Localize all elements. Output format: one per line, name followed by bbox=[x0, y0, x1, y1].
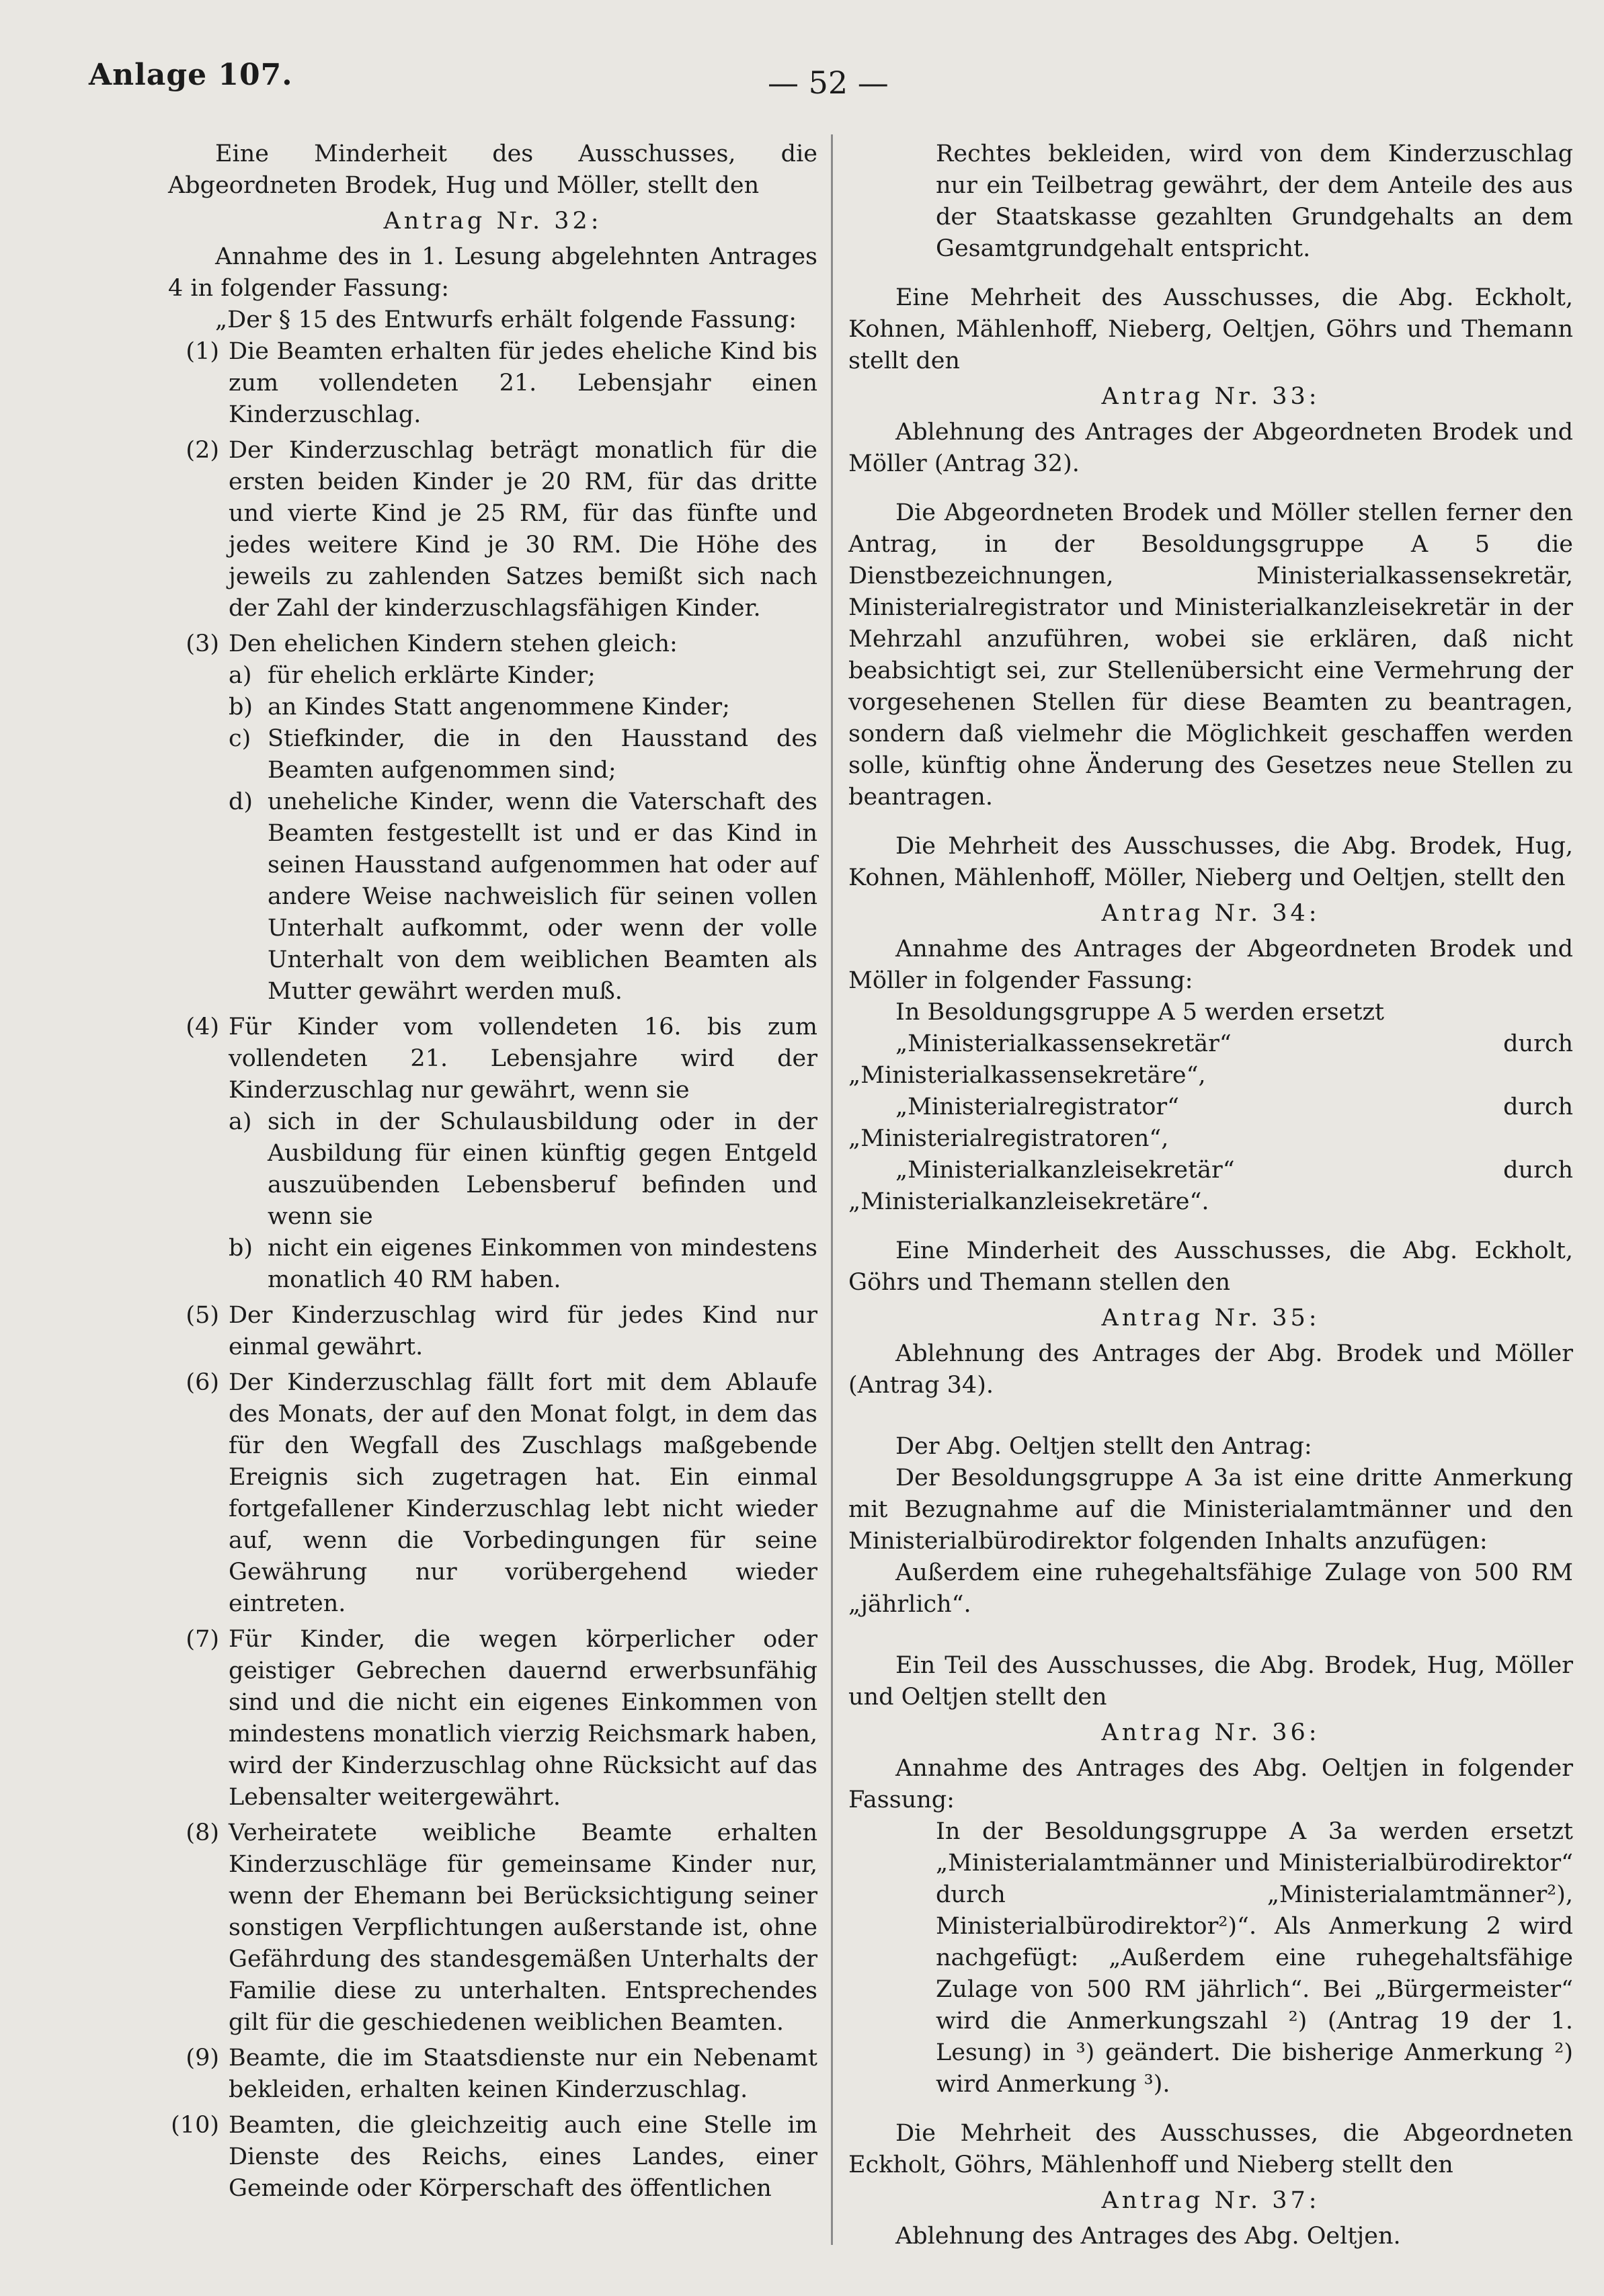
item-text: Beamten, die gleichzeitig auch eine Stelle im Dienste des Reichs, eines Landes, einer Gemeinde oder Körperschaft des öffentlichen bbox=[229, 2112, 817, 2202]
motion-heading: Antrag Nr. 35: bbox=[1101, 1305, 1320, 1331]
paragraph: Ablehnung des Antrages der Abgeordneten Brodek und Möller (Antrag 32). bbox=[848, 419, 1573, 477]
sub-text: nicht ein eigenes Einkommen von mindestens monatlich 40 RM haben. bbox=[268, 1235, 817, 1293]
sub-text: sich in der Schulausbildung oder in der Ausbildung für einen künftig gegen Entgeld auszuübenden Lebensberuf befinden und wenn sie bbox=[268, 1108, 817, 1230]
sub-label: a) bbox=[229, 662, 252, 689]
paragraph: „Ministerialkassensekretär“ durch „Ministerialkassensekretäre“, bbox=[848, 1030, 1573, 1089]
motion-heading: Antrag Nr. 32: bbox=[383, 208, 602, 235]
item-text: Die Beamten erhalten für jedes eheliche Kind bis zum vollendeten 21. Lebensjahr einen Kinderzuschlag. bbox=[229, 338, 817, 428]
sub-text: uneheliche Kinder, wenn die Vaterschaft des Beamten festgestellt ist und er das Kind in seinen Hausstand aufgenommen hat oder auf andere Weise nachweislich für seinen vollen Unterhalt aufkommt, oder wenn der volle Unterhalt von dem weiblichen Beamten als Mutter gewährt werden muß. bbox=[268, 788, 817, 1005]
list-item bbox=[168, 628, 817, 1008]
item-text: Beamte, die im Staatsdienste nur ein Nebenamt bekleiden, erhalten keinen Kinderzuschlag. bbox=[229, 2045, 817, 2103]
sub-label: b) bbox=[229, 1235, 253, 1262]
paragraph: Ablehnung des Antrages der Abg. Brodek und Möller (Antrag 34). bbox=[848, 1340, 1573, 1399]
list-item bbox=[168, 435, 817, 624]
list-item bbox=[168, 336, 817, 431]
sub-item bbox=[229, 660, 817, 692]
page-number: — 52 — bbox=[768, 65, 889, 101]
paragraph: In Besoldungsgruppe A 5 werden ersetzt bbox=[895, 999, 1385, 1026]
list-item bbox=[168, 1624, 817, 1813]
paragraph: Annahme des Antrages des Abg. Oeltjen in folgender Fassung: bbox=[848, 1755, 1573, 1813]
item-number: (10) bbox=[171, 2112, 219, 2139]
paragraph: Außerdem eine ruhegehaltsfähige Zulage von 500 RM „jährlich“. bbox=[848, 1559, 1573, 1618]
paragraph: Der Besoldungsgruppe A 3a ist eine dritte Anmerkung mit Bezugnahme auf die Ministerialamtmänner und den Ministerialbürodirektor folgenden Inhalts anzufügen: bbox=[848, 1465, 1573, 1555]
list-item bbox=[168, 1300, 817, 1363]
list-item bbox=[168, 2110, 817, 2205]
motion-heading: Antrag Nr. 34: bbox=[1101, 900, 1320, 927]
item-text: Der Kinderzuschlag beträgt monatlich für die ersten beiden Kinder je 20 RM, für das dritte und vierte Kind je 25 RM, für das fünfte und jedes weitere Kind je 30 RM. Die Höhe des jeweils zu zahlenden Satzes bemißt sich nach der Zahl der kinderzuschlagsfähigen Kinder. bbox=[229, 437, 817, 622]
paragraph: Annahme des Antrages der Abgeordneten Brodek und Möller in folgender Fassung: bbox=[848, 936, 1573, 994]
list-item bbox=[168, 1012, 817, 1296]
item-text: Verheiratete weibliche Beamte erhalten Kinderzuschläge für gemeinsame Kinder nur, wenn der Ehemann bei Berücksichtigung seiner sonstigen Verpflichtungen außerstande ist, ohne Gefährdung des standesgemäßen Unterhalts der Familie diese zu unterhalten. Entsprechendes gilt für die geschiedenen weiblichen Beamten. bbox=[229, 1819, 817, 2036]
motion-heading: Antrag Nr. 36: bbox=[1101, 1719, 1320, 1746]
item-number: (2) bbox=[186, 437, 219, 464]
paragraph: Eine Mehrheit des Ausschusses, die Abg. Eckholt, Kohnen, Mählenhoff, Nieberg, Oeltjen, Göhrs und Themann stellt den bbox=[848, 284, 1573, 374]
paragraph: „Ministerialkanzleisekretär“ durch „Ministerialkanzleisekretäre“. bbox=[848, 1157, 1573, 1215]
item-number: (9) bbox=[186, 2045, 219, 2072]
sub-item bbox=[229, 786, 817, 1008]
sub-item bbox=[229, 1106, 817, 1233]
right-column bbox=[848, 138, 1573, 2252]
list-item bbox=[168, 1367, 817, 1620]
list-item bbox=[168, 1817, 817, 2039]
item-number: (1) bbox=[186, 338, 219, 365]
motion-heading: Antrag Nr. 37: bbox=[1101, 2187, 1320, 2214]
sub-item bbox=[229, 1233, 817, 1296]
paragraph: Die Mehrheit des Ausschusses, die Abgeordneten Eckholt, Göhrs, Mählenhoff und Nieberg stellt den bbox=[848, 2120, 1573, 2178]
item-number: (8) bbox=[186, 1819, 219, 1846]
item-number: (4) bbox=[186, 1014, 219, 1040]
sub-item bbox=[229, 723, 817, 786]
annex-label: Anlage 107. bbox=[89, 58, 293, 92]
sub-label: b) bbox=[229, 694, 253, 721]
sub-label: c) bbox=[229, 725, 251, 752]
item-text: Für Kinder vom vollendeten 16. bis zum vollendeten 21. Lebensjahre wird der Kinderzuschlag nur gewährt, wenn sie bbox=[229, 1014, 817, 1104]
item-number: (6) bbox=[186, 1369, 219, 1396]
left-column bbox=[168, 138, 817, 2209]
paragraph: Die Abgeordneten Brodek und Möller stellen ferner den Antrag, in der Besoldungsgruppe A 5 die Dienstbezeichnungen, Ministerialkassensekretär, Ministerialregistrator und Ministerialkanzleisekretär in der Mehrzahl anzuführen, wobei sie erklären, daß nicht beabsichtigt sei, zur Stellenübersicht eine Vermehrung der vorgesehenen Stellen für diese Beamten zu beantragen, sondern daß vielmehr die Möglichkeit geschaffen werden solle, künftig ohne Änderung des Gesetzes neue Stellen zu beantragen. bbox=[848, 499, 1573, 811]
motion-heading: Antrag Nr. 33: bbox=[1101, 383, 1320, 410]
item-text: Für Kinder, die wegen körperlicher oder geistiger Gebrechen dauernd erwerbsunfähig sind und die nicht ein eigenes Einkommen von mindestens monatlich vierzig Reichsmark haben, wird der Kinderzuschlag ohne Rücksicht auf das Lebensalter weitergewährt. bbox=[229, 1626, 817, 1811]
paragraph: „Der § 15 des Entwurfs erhält folgende Fassung: bbox=[215, 306, 797, 333]
paragraph: Der Abg. Oeltjen stellt den Antrag: bbox=[895, 1433, 1312, 1460]
sub-item bbox=[229, 692, 817, 723]
sub-label: a) bbox=[229, 1108, 252, 1135]
sub-text: an Kindes Statt angenommene Kinder; bbox=[268, 694, 730, 721]
paragraph: Ein Teil des Ausschusses, die Abg. Brodek, Hug, Möller und Oeltjen stellt den bbox=[848, 1652, 1573, 1711]
column-divider bbox=[831, 134, 833, 2245]
item-number: (7) bbox=[186, 1626, 219, 1653]
paragraph: Rechtes bekleiden, wird von dem Kinderzuschlag nur ein Teilbetrag gewährt, der dem Anteile des aus der Staatskasse gezahlten Grundgehalts an dem Gesamtgrundgehalt entspricht. bbox=[936, 140, 1573, 262]
list-item bbox=[168, 2043, 817, 2106]
sub-text: Stiefkinder, die in den Hausstand des Beamten aufgenommen sind; bbox=[268, 725, 817, 784]
item-text: Den ehelichen Kindern stehen gleich: bbox=[229, 630, 678, 657]
paragraph: Eine Minderheit des Ausschusses, die Abg. Eckholt, Göhrs und Themann stellen den bbox=[848, 1237, 1573, 1296]
paragraph: „Ministerialregistrator“ durch „Ministerialregistratoren“, bbox=[848, 1094, 1573, 1152]
paragraph: Die Mehrheit des Ausschusses, die Abg. Brodek, Hug, Kohnen, Mählenhoff, Möller, Nieberg und Oeltjen, stellt den bbox=[848, 833, 1573, 891]
item-number: (5) bbox=[186, 1302, 219, 1329]
paragraph: Ablehnung des Antrages des Abg. Oeltjen. bbox=[895, 2223, 1401, 2250]
item-number: (3) bbox=[186, 630, 219, 657]
paragraph: Eine Minderheit des Ausschusses, die Abgeordneten Brodek, Hug und Möller, stellt den bbox=[168, 140, 817, 199]
sub-label: d) bbox=[229, 788, 253, 815]
paragraph: Annahme des in 1. Lesung abgelehnten Antrages 4 in folgender Fassung: bbox=[168, 243, 817, 302]
item-text: Der Kinderzuschlag wird für jedes Kind nur einmal gewährt. bbox=[229, 1302, 817, 1360]
sub-text: für ehelich erklärte Kinder; bbox=[268, 662, 596, 689]
item-text: Der Kinderzuschlag fällt fort mit dem Ablaufe des Monats, der auf den Monat folgt, in dem das für den Wegfall des Zuschlags maßgebende Ereignis sich zugetragen hat. Ein einmal fortgefallener Kinderzuschlag lebt nicht wieder auf, wenn die Vorbedingungen für seine Gewährung nur vorübergehend wieder eintreten. bbox=[229, 1369, 817, 1617]
paragraph: In der Besoldungsgruppe A 3a werden ersetzt „Ministerialamtmänner und Ministerialbürodirektor“ durch „Ministerialamtmänner²), Ministerialbürodirektor²)“. Als Anmerkung 2 wird nachgefügt: „Außerdem eine ruhegehaltsfähige Zulage von 500 RM jährlich“. Bei „Bürgermeister“ wird die Anmerkungszahl ²) (Antrag 19 der 1. Lesung) in ³) geändert. Die bisherige Anmerkung ²) wird Anmerkung ³). bbox=[936, 1818, 1573, 2098]
